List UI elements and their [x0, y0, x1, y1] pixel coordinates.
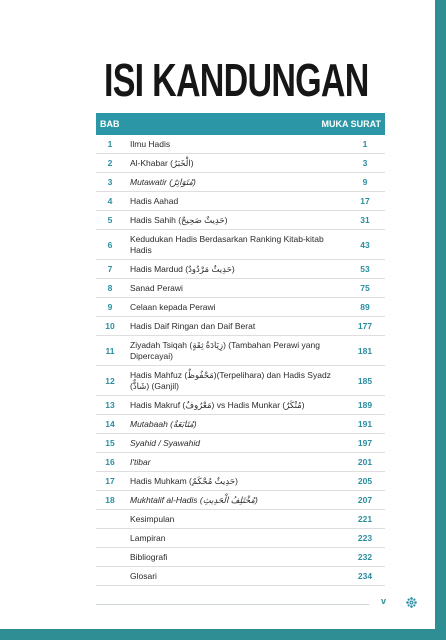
row-title: Al-Khabar (الْخَبَرُ) [130, 157, 194, 168]
table-row[interactable] [96, 548, 385, 567]
row-title: Mutawatir (مُتَوَاتِرٌ) [130, 176, 196, 187]
row-title: Sanad Perawi [130, 282, 183, 293]
row-page: 185 [357, 375, 373, 386]
row-page: 189 [357, 400, 373, 410]
row-page: 17 [360, 196, 370, 206]
table-row[interactable] [96, 453, 385, 472]
table-row[interactable] [96, 415, 385, 434]
row-number: 9 [107, 302, 113, 312]
table-row[interactable] [96, 173, 385, 192]
table-row[interactable] [96, 154, 385, 173]
row-number: 3 [107, 177, 113, 187]
row-page: 201 [357, 457, 373, 467]
row-number: 14 [105, 419, 115, 429]
row-number: 12 [105, 375, 115, 386]
row-title: Bibliografi [130, 551, 168, 562]
row-page: 207 [357, 495, 373, 505]
row-title: I'tibar [130, 456, 151, 467]
row-number: 18 [105, 495, 115, 505]
row-number: 8 [107, 283, 113, 293]
table-row[interactable] [96, 211, 385, 230]
row-title: Mutabaah (مُتَابَعَةٌ) [130, 418, 197, 429]
row-title: Celaan kepada Perawi [130, 301, 216, 312]
table-row[interactable] [96, 298, 385, 317]
table-row[interactable] [96, 366, 385, 396]
row-number: 1 [107, 139, 113, 149]
row-title: Hadis Muhkam (حَدِيثٌ مُحْكَمٌ) [130, 475, 238, 486]
page-title: ISI KANDUNGAN [104, 54, 369, 106]
row-page: 181 [357, 345, 373, 356]
row-page: 223 [357, 533, 373, 543]
bottom-edge-band [0, 629, 446, 640]
row-page: 53 [360, 264, 370, 274]
row-title: Kedudukan Hadis Berdasarkan Ranking Kitab-kitab Hadis [130, 233, 324, 255]
row-page: 197 [357, 438, 373, 448]
row-page: 31 [360, 215, 370, 225]
header-page: MUKA SURAT [321, 119, 381, 129]
table-row[interactable] [96, 230, 385, 260]
table-header [96, 113, 385, 135]
table-row[interactable] [96, 396, 385, 415]
row-title: Hadis Makruf (مَعْرُوفٌ) vs Hadis Munkar (مُنْكَرٌ) [130, 399, 305, 410]
row-title: Ziyadah Tsiqah (زِيَادَةُ ثِقَةٍ) (Tambahan Perawi yang Dipercayai) [130, 339, 320, 361]
table-row[interactable] [96, 317, 385, 336]
row-page: 205 [357, 476, 373, 486]
row-page: 234 [357, 571, 373, 581]
row-page: 3 [362, 158, 368, 168]
page-folio: v [381, 596, 387, 606]
row-number: 5 [107, 215, 113, 225]
row-page: 43 [360, 239, 370, 250]
row-number: 17 [105, 476, 115, 486]
row-number: 4 [107, 196, 113, 206]
row-number: 10 [105, 321, 115, 331]
row-number: 15 [105, 438, 115, 448]
row-number: 2 [107, 158, 113, 168]
table-row[interactable] [96, 260, 385, 279]
footer-divider [96, 604, 369, 605]
row-title: Hadis Mardud (حَدِيثٌ مَرْدُودٌ) [130, 263, 235, 274]
row-page: 1 [362, 139, 368, 149]
row-title: Glosari [130, 570, 157, 581]
header-bab: BAB [100, 119, 120, 129]
row-number: 7 [107, 264, 113, 274]
table-row[interactable] [96, 279, 385, 298]
row-page: 9 [362, 177, 368, 187]
table-row[interactable] [96, 510, 385, 529]
row-number: 6 [107, 239, 113, 250]
ornament-flower-icon [406, 597, 417, 608]
row-title: Syahid / Syawahid [130, 437, 200, 448]
row-page: 177 [357, 321, 373, 331]
contents-table [96, 113, 385, 586]
table-row[interactable] [96, 472, 385, 491]
table-row[interactable] [96, 491, 385, 510]
row-page: 191 [357, 419, 373, 429]
row-title: Lampiran [130, 532, 166, 543]
table-row[interactable] [96, 192, 385, 211]
table-row[interactable] [96, 336, 385, 366]
table-row[interactable] [96, 529, 385, 548]
row-page: 232 [357, 552, 373, 562]
row-page: 89 [360, 302, 370, 312]
table-row[interactable] [96, 434, 385, 453]
row-title: Ilmu Hadis [130, 138, 171, 149]
row-title: Kesimpulan [130, 513, 175, 524]
row-title: Hadis Daif Ringan dan Daif Berat [130, 320, 256, 331]
row-page: 221 [357, 514, 373, 524]
row-page: 75 [360, 283, 370, 293]
row-number: 16 [105, 457, 115, 467]
row-number: 13 [105, 400, 115, 410]
right-edge-band [435, 0, 446, 640]
table-row[interactable] [96, 567, 385, 586]
row-title: Hadis Aahad [130, 195, 179, 206]
row-title: Hadis Mahfuz (مَحْفُوظٌ)(Terpelihara) dan Hadis Syadz (شَاذٌّ) (Ganjil) [130, 369, 331, 391]
row-title: Hadis Sahih (حَدِيثٌ صَحِيحٌ) [130, 214, 228, 225]
table-row[interactable] [96, 135, 385, 154]
row-title: Mukhtalif al-Hadis (مُخْتَلِفُ الْحَدِيثِ) [130, 494, 258, 505]
row-number: 11 [105, 345, 115, 356]
